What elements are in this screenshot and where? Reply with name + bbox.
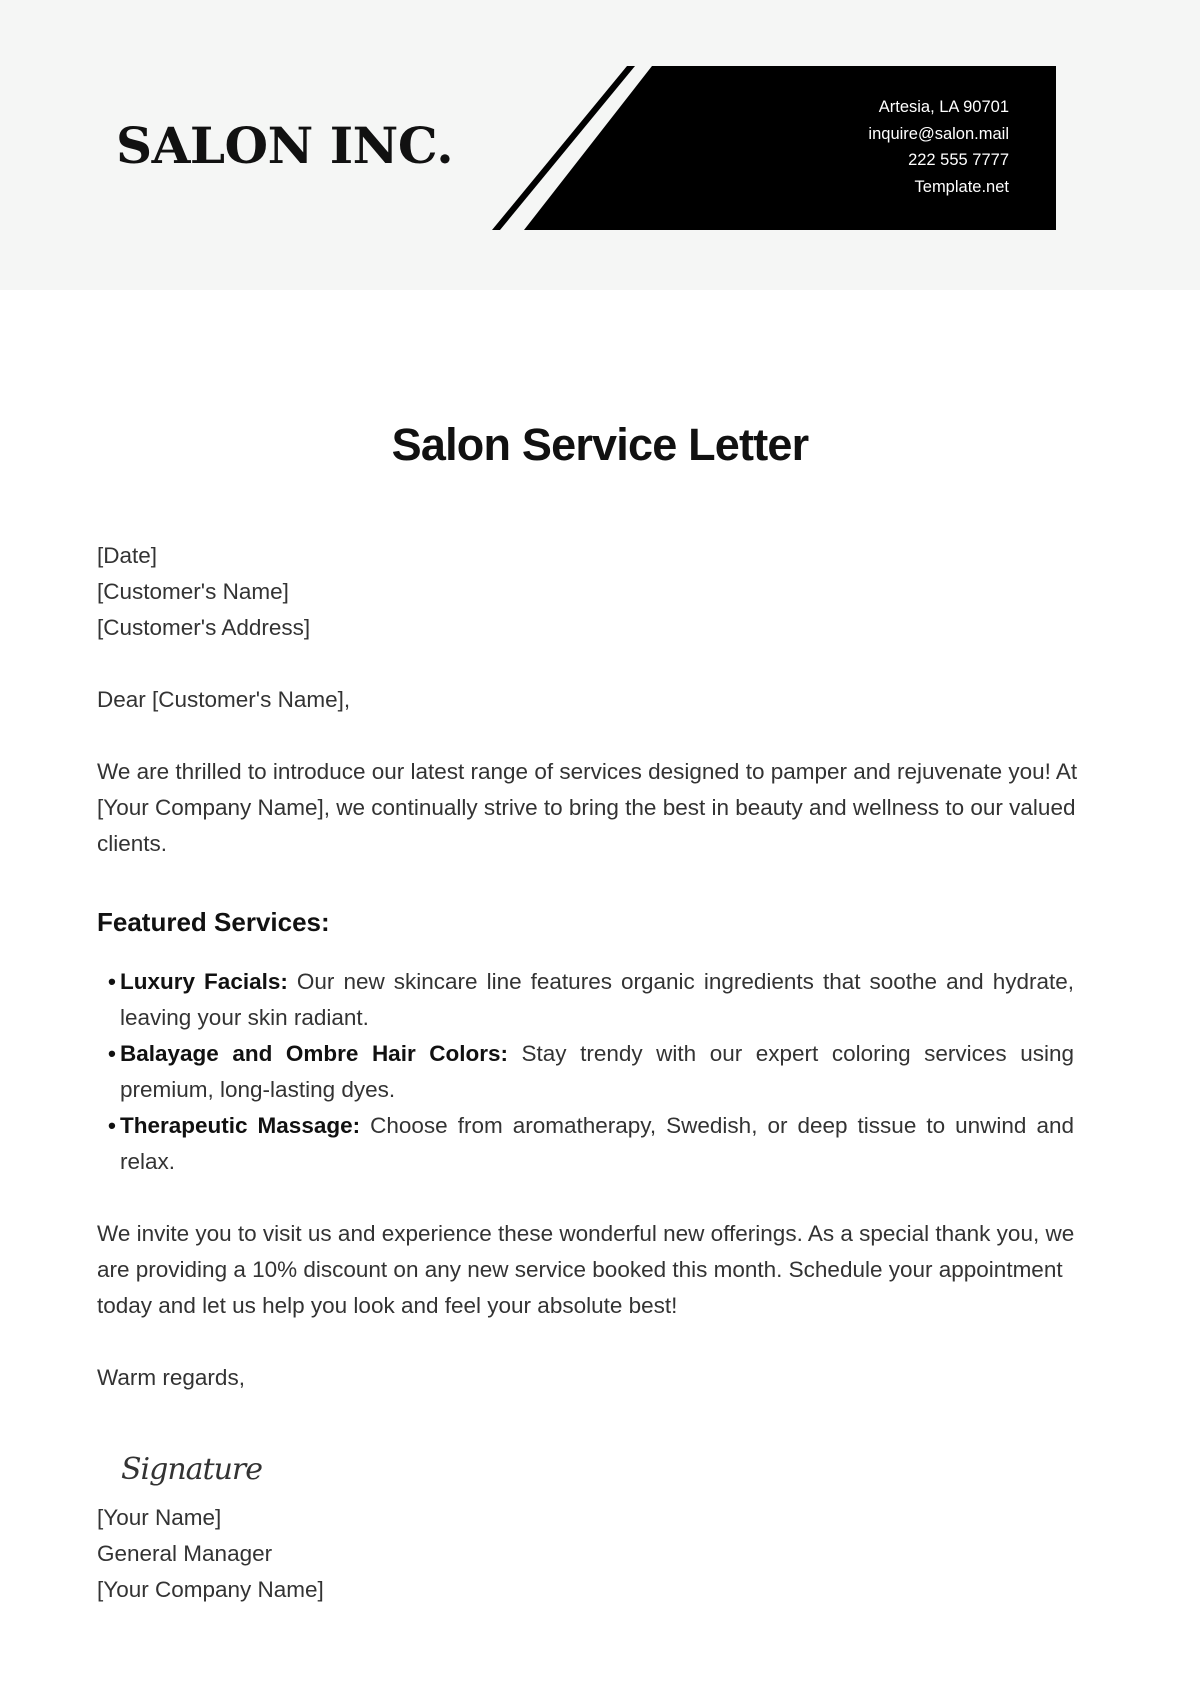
- date-line: [Date]: [97, 543, 158, 568]
- contact-phone: 222 555 7777: [908, 151, 1009, 169]
- company-logo: SALON INC.: [116, 116, 454, 175]
- list-item: [108, 1036, 1074, 1108]
- contact-address: Artesia, LA 90701: [878, 98, 1009, 116]
- contact-block: [868, 94, 1009, 200]
- contact-website: Template.net: [914, 177, 1009, 196]
- sender-title: General Manager: [97, 1541, 273, 1566]
- sender-name: [Your Name]: [97, 1505, 222, 1530]
- services-list: [97, 964, 1074, 1180]
- closing-paragraph: We invite you to visit us and experience these wonderful new offerings. As a special thank you, we are providing a 10% discount on any new service booked this month. Schedule your appointment today and let us help you look and feel your absolute best!: [97, 1221, 1075, 1318]
- intro-paragraph: We are thrilled to introduce our latest range of services designed to pamper and rejuvenate you! At [Your Company Name], we continually strive to bring the best in beauty and wellness to our valued clients.: [97, 759, 1078, 856]
- bullet-icon: •: [108, 1041, 116, 1066]
- service-description: Our new skincare line features organic ingredients that soothe and hydrate, leaving your skin radiant.: [120, 969, 1074, 1030]
- service-name: Luxury Facials:: [120, 969, 288, 994]
- service-name: Therapeutic Massage:: [120, 1113, 361, 1138]
- greeting: Dear [Customer's Name],: [97, 687, 351, 712]
- services-heading: Featured Services:: [97, 907, 330, 937]
- contact-email: inquire@salon.mail: [868, 124, 1009, 143]
- service-description: Choose from aromatherapy, Swedish, or deep tissue to unwind and relax.: [120, 1113, 1075, 1174]
- letter-body: [97, 538, 1099, 1608]
- letterhead: [0, 0, 1200, 290]
- list-item: [108, 964, 1074, 1036]
- list-item: [108, 1108, 1074, 1180]
- signature: Signature: [121, 1452, 263, 1487]
- service-description: Stay trendy with our expert coloring services using premium, long-lasting dyes.: [120, 1041, 1075, 1102]
- bullet-icon: •: [108, 969, 116, 994]
- bullet-icon: •: [108, 1113, 116, 1138]
- customer-name-line: [Customer's Name]: [97, 579, 289, 604]
- customer-address-line: [Customer's Address]: [97, 615, 311, 640]
- sign-off: Warm regards,: [97, 1365, 245, 1390]
- service-name: Balayage and Ombre Hair Colors:: [120, 1041, 508, 1066]
- page-title: Salon Service Letter: [391, 419, 809, 470]
- sender-company: [Your Company Name]: [97, 1577, 324, 1602]
